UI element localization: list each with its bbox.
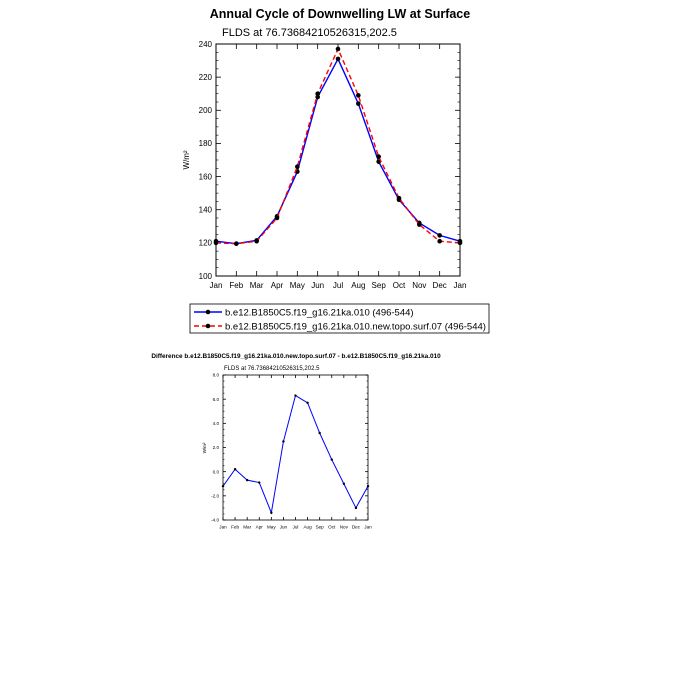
- data-point: [376, 154, 381, 159]
- x-tick-label: Sep: [315, 524, 324, 530]
- data-point: [222, 485, 224, 487]
- x-tick-label: Jan: [364, 524, 372, 530]
- x-tick-label: Aug: [351, 281, 366, 290]
- chart-title: Difference b.e12.B1850C5.f19_g16.21ka.010.new.topo.surf.07 - b.e12.B1850C5.f19_g16.21ka.010: [151, 353, 441, 360]
- data-point: [306, 402, 308, 404]
- data-point: [356, 101, 361, 106]
- y-tick-label: 8.0: [212, 372, 219, 378]
- x-tick-label: Apr: [255, 524, 263, 530]
- data-point: [294, 394, 296, 396]
- data-point: [355, 507, 357, 509]
- data-point: [318, 432, 320, 434]
- y-tick-label: 200: [198, 106, 212, 116]
- data-point: [458, 241, 463, 246]
- legend-marker-series-2: [206, 324, 211, 329]
- x-tick-label: Mar: [249, 281, 264, 290]
- y-axis-label: W/m²: [202, 442, 207, 454]
- y-axis-label: W/m²: [182, 150, 191, 170]
- data-point: [275, 216, 280, 221]
- data-point: [246, 479, 248, 481]
- y-tick-label: 0.0: [212, 469, 219, 475]
- data-point: [295, 164, 300, 169]
- chart-subtitle: FLDS at 76.73684210526315,202.5: [224, 366, 320, 372]
- data-point: [437, 233, 442, 238]
- data-point: [437, 239, 442, 244]
- y-tick-label: 160: [198, 172, 212, 182]
- chart-subtitle: FLDS at 76.73684210526315,202.5: [222, 27, 397, 39]
- data-point: [356, 93, 361, 98]
- y-tick-label: 240: [198, 39, 212, 49]
- x-tick-label: Apr: [270, 281, 284, 290]
- x-tick-label: May: [289, 281, 305, 290]
- data-point: [214, 241, 219, 246]
- y-tick-label: -4.0: [211, 517, 219, 523]
- data-point: [270, 512, 272, 514]
- x-tick-label: Oct: [328, 524, 336, 530]
- x-tick-label: Nov: [339, 524, 348, 530]
- chart-title: Annual Cycle of Downwelling LW at Surface: [209, 7, 471, 21]
- data-point: [336, 47, 341, 52]
- y-tick-label: 180: [198, 139, 212, 149]
- y-tick-label: 120: [198, 238, 212, 248]
- data-point: [367, 485, 369, 487]
- y-tick-label: 220: [198, 72, 212, 82]
- x-tick-label: Feb: [231, 524, 240, 530]
- data-point: [282, 440, 284, 442]
- x-tick-label: Jul: [292, 524, 299, 530]
- y-tick-label: 140: [198, 205, 212, 215]
- data-point: [234, 241, 239, 246]
- data-point: [417, 222, 422, 227]
- data-point: [234, 468, 236, 470]
- legend: [190, 304, 489, 333]
- x-tick-label: Oct: [392, 281, 406, 290]
- x-tick-label: Jan: [219, 524, 227, 530]
- data-point: [254, 239, 259, 244]
- y-tick-label: -2.0: [211, 493, 219, 499]
- legend-label-series-1: b.e12.B1850C5.f19_g16.21ka.010 (496-544): [225, 307, 414, 319]
- y-tick-label: 6.0: [212, 396, 219, 402]
- legend-label-series-2: b.e12.B1850C5.f19_g16.21ka.010.new.topo.surf.07 (496-544): [225, 321, 486, 333]
- x-tick-label: Aug: [303, 524, 312, 530]
- x-tick-label: Dec: [351, 524, 361, 530]
- x-tick-label: Nov: [412, 281, 427, 290]
- data-point: [343, 483, 345, 485]
- x-tick-label: Jan: [209, 281, 223, 290]
- x-tick-label: Jul: [332, 281, 344, 290]
- x-tick-label: Jun: [311, 281, 325, 290]
- data-point: [397, 196, 402, 201]
- y-tick-label: 4.0: [212, 420, 219, 426]
- x-tick-label: Jun: [279, 524, 288, 530]
- x-tick-label: Dec: [432, 281, 447, 290]
- legend-marker-series-1: [206, 310, 211, 315]
- data-point: [331, 458, 333, 460]
- y-tick-label: 2.0: [212, 445, 219, 451]
- x-tick-label: Feb: [229, 281, 244, 290]
- x-tick-label: Sep: [371, 281, 386, 290]
- x-tick-label: May: [266, 524, 276, 530]
- data-point: [336, 57, 341, 62]
- data-point: [315, 91, 320, 96]
- data-point: [258, 481, 260, 483]
- x-tick-label: Mar: [243, 524, 252, 530]
- y-tick-label: 100: [198, 271, 212, 281]
- x-tick-label: Jan: [453, 281, 467, 290]
